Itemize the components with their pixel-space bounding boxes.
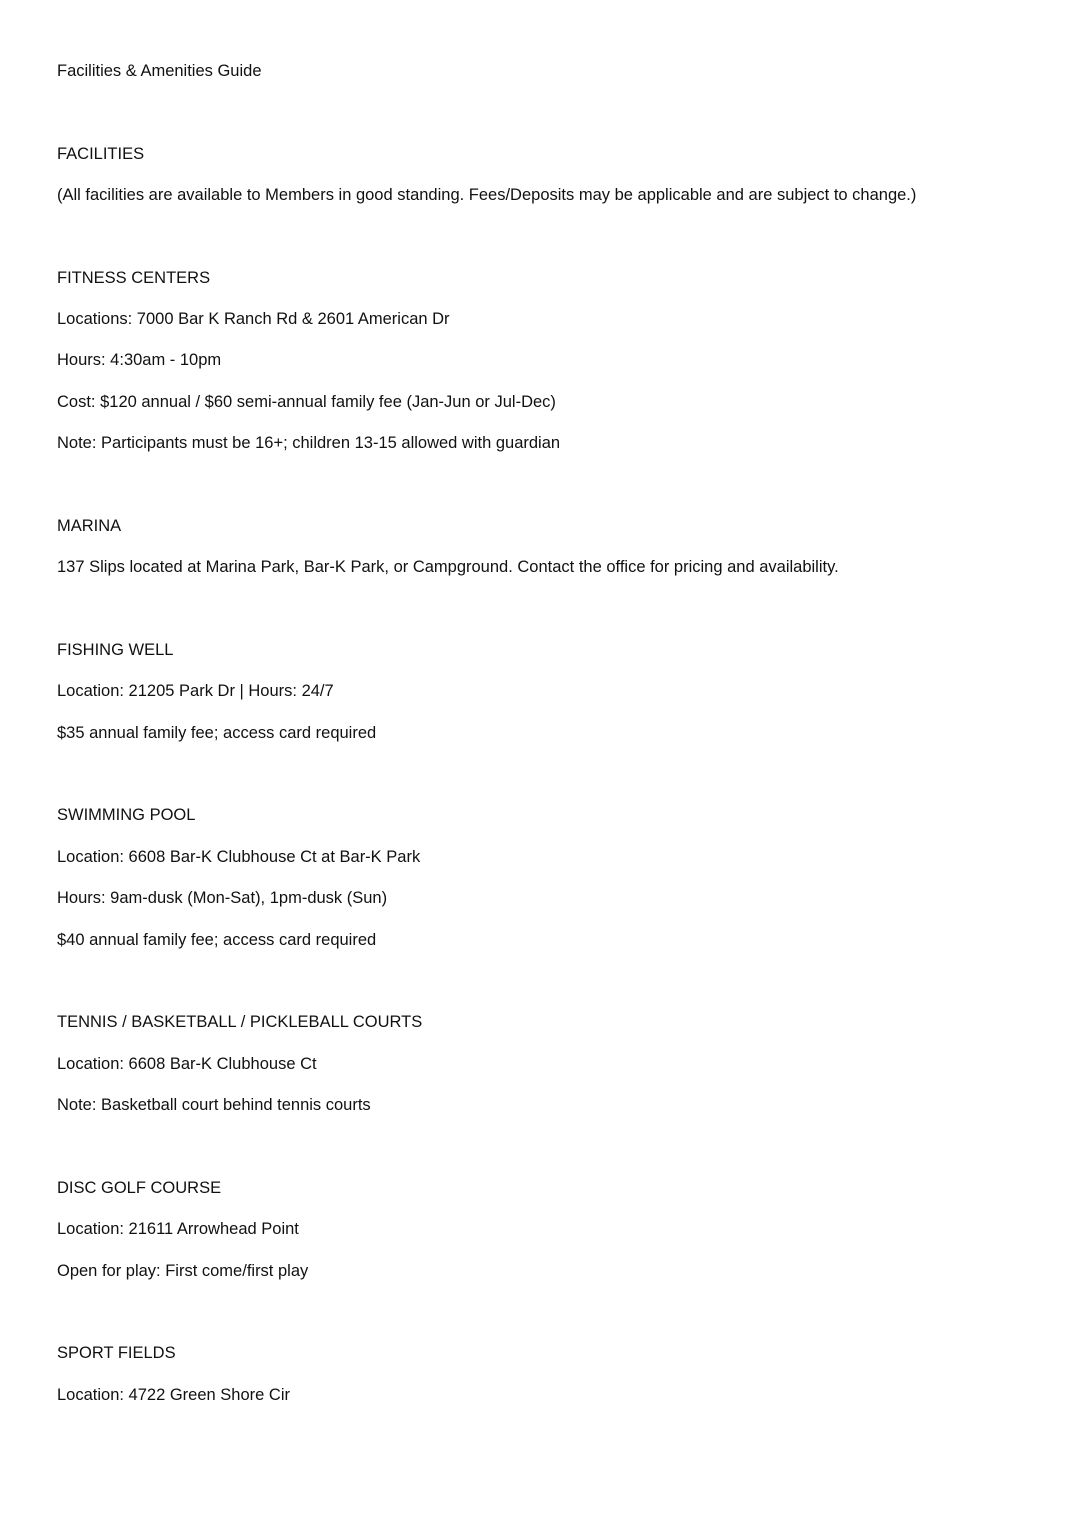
section-heading-marina: MARINA [57, 517, 122, 535]
disc-golf-play: Open for play: First come/first play [57, 1262, 309, 1280]
disc-golf-location: Location: 21611 Arrowhead Point [57, 1220, 299, 1238]
fitness-note: Note: Participants must be 16+; children 13-15 allowed with guardian [57, 434, 561, 452]
section-heading-courts: TENNIS / BASKETBALL / PICKLEBALL COURTS [57, 1013, 423, 1031]
marina-details: 137 Slips located at Marina Park, Bar-K Park, or Campground. Contact the office for pricing and availability. [57, 558, 839, 576]
fitness-cost: Cost: $120 annual / $60 semi-annual family fee (Jan-Jun or Jul-Dec) [57, 393, 556, 411]
pool-hours: Hours: 9am-dusk (Mon-Sat), 1pm-dusk (Sun) [57, 889, 388, 907]
fishing-location-hours: Location: 21205 Park Dr | Hours: 24/7 [57, 682, 334, 700]
section-heading-sport-fields: SPORT FIELDS [57, 1344, 176, 1362]
section-heading-swimming-pool: SWIMMING POOL [57, 806, 196, 824]
pool-fee: $40 annual family fee; access card required [57, 931, 377, 949]
section-heading-disc-golf: DISC GOLF COURSE [57, 1179, 222, 1197]
courts-note: Note: Basketball court behind tennis courts [57, 1096, 371, 1114]
fitness-locations: Locations: 7000 Bar K Ranch Rd & 2601 American Dr [57, 310, 450, 328]
section-heading-fitness-centers: FITNESS CENTERS [57, 269, 211, 287]
fishing-fee: $35 annual family fee; access card required [57, 724, 377, 742]
facilities-note: (All facilities are available to Members in good standing. Fees/Deposits may be applicable and are subject to change.) [57, 186, 917, 204]
section-heading-fishing-well: FISHING WELL [57, 641, 174, 659]
document-title: Facilities & Amenities Guide [57, 62, 262, 80]
fitness-hours: Hours: 4:30am - 10pm [57, 351, 222, 369]
facilities-heading: FACILITIES [57, 145, 145, 163]
courts-location: Location: 6608 Bar-K Clubhouse Ct [57, 1055, 317, 1073]
pool-location: Location: 6608 Bar-K Clubhouse Ct at Bar-K Park [57, 848, 421, 866]
sport-fields-location: Location: 4722 Green Shore Cir [57, 1386, 290, 1404]
